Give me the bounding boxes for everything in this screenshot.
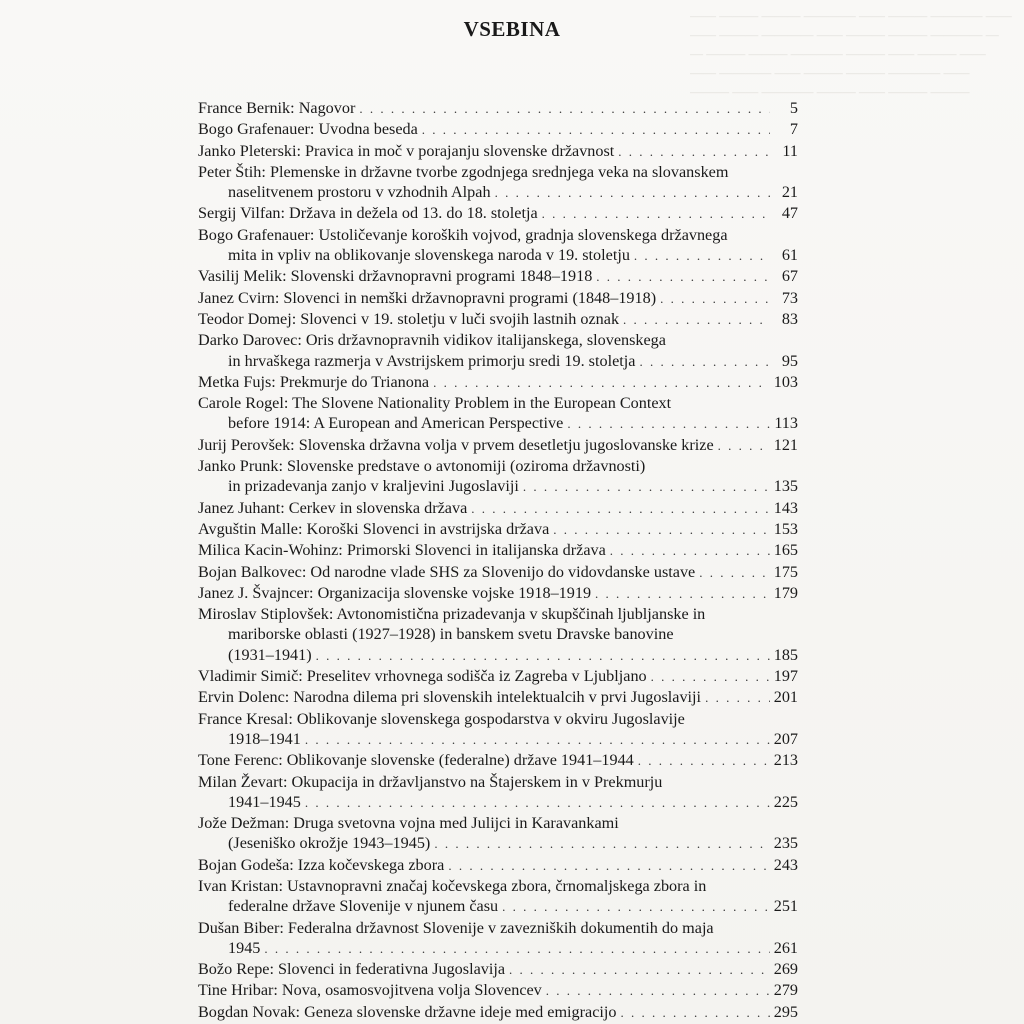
toc-entry — [198, 583, 798, 604]
toc-entry-text: Milan Ževart: Okupacija in državljanstvo na Štajerskem in v Prekmurju — [198, 772, 663, 791]
toc-entry-line — [198, 645, 798, 666]
toc-entry-line — [198, 604, 798, 624]
toc-entry-line — [198, 413, 798, 434]
toc-entry — [198, 393, 798, 435]
toc-entry — [198, 540, 798, 561]
toc-entry-line — [198, 666, 798, 687]
toc-entry-line — [198, 855, 798, 876]
toc-entry — [198, 772, 798, 814]
page-number: 213 — [773, 751, 798, 770]
toc-entry — [198, 980, 798, 1001]
toc-entry — [198, 687, 798, 708]
toc-entry-text: Bojan Balkovec: Od narodne vlade SHS za Slovenijo do vidovdanske ustave — [198, 562, 696, 581]
dot-leader — [718, 436, 770, 456]
toc-entry-text: Janko Pleterski: Pravica in moč v porajanju slovenske državnost — [198, 141, 615, 160]
toc-entry-text: France Bernik: Nagovor — [198, 99, 356, 117]
dot-leader — [502, 897, 770, 917]
toc-entry-text: Vasilij Melik: Slovenski državnopravni programi 1848–1918 — [198, 267, 593, 286]
page-number: 67 — [781, 267, 798, 286]
dot-leader — [651, 667, 770, 687]
dot-leader — [448, 856, 769, 876]
toc-entry-line — [198, 309, 798, 330]
toc-entry-line — [198, 750, 798, 771]
page-number: 143 — [773, 498, 798, 517]
toc-entry-text: Milica Kacin-Wohinz: Primorski Slovenci in italijanska država — [198, 541, 606, 560]
dot-leader — [623, 310, 770, 330]
toc-entry — [198, 288, 798, 309]
dot-leader — [553, 520, 769, 540]
toc-entry-text: Darko Darovec: Oris državnopravnih vidikov italijanskega, slovenskega — [198, 331, 666, 350]
dot-leader — [596, 267, 770, 287]
page-number: 235 — [773, 834, 798, 853]
toc-entry-line — [198, 498, 798, 519]
toc-entry-line — [198, 813, 798, 833]
toc-entry-text: Tone Ferenc: Oblikovanje slovenske (federalne) države 1941–1944 — [198, 751, 634, 770]
dot-leader — [509, 960, 770, 980]
page-number: 207 — [773, 729, 798, 748]
toc-entry — [198, 1002, 798, 1023]
toc-entry-line — [198, 225, 798, 245]
toc-entry-line — [198, 330, 798, 350]
toc-entry-text: (1931–1941) — [228, 645, 312, 664]
toc-entry — [198, 855, 798, 876]
page-number: 73 — [781, 288, 798, 307]
toc-entry-line — [198, 141, 798, 162]
contents-heading: VSEBINA — [463, 17, 561, 41]
table-of-contents — [198, 98, 798, 1023]
dot-leader — [638, 751, 770, 771]
toc-entry-line — [198, 938, 798, 959]
toc-entry-line — [198, 729, 798, 750]
toc-entry-text: Bogo Grafenauer: Uvodna beseda — [198, 120, 418, 139]
bleed-through-text: —— ——— ——— ———— —— ——— ———— —— —— ——— ———— —— ——— ——— ———— — — ——— ——— ———— ——— —— ——— —— —— ———— —— ——— ——— ———— —— ——— —— ———— ——— —— ——— ——— — [690, 8, 1012, 99]
page-number: 165 — [773, 541, 798, 560]
toc-entry-line — [198, 896, 798, 917]
dot-leader — [422, 120, 770, 140]
toc-entry-text: Tine Hribar: Nova, osamosvojitvena volja Slovencev — [198, 981, 542, 1000]
toc-entry — [198, 562, 798, 583]
dot-leader — [316, 646, 770, 666]
page-number: 135 — [773, 477, 798, 496]
page-number: 153 — [773, 519, 798, 538]
toc-entry-text: 1945 — [228, 938, 261, 957]
toc-entry-line — [198, 562, 798, 583]
toc-entry — [198, 456, 798, 498]
toc-entry-line — [198, 245, 798, 266]
toc-entry-text: Miroslav Stiplovšek: Avtonomistična prizadevanja v skupščinah ljubljanske in — [198, 605, 706, 624]
page-number: 175 — [773, 562, 798, 581]
toc-entry-line — [198, 959, 798, 980]
toc-entry-text: Ervin Dolenc: Narodna dilema pri slovenskih intelektualcih v prvi Jugoslaviji — [198, 688, 702, 707]
page-number: 243 — [773, 855, 798, 874]
toc-entry-text: Dušan Biber: Federalna državnost Slovenije v zavezniških dokumentih do maja — [198, 918, 714, 937]
page-number: 11 — [782, 141, 798, 160]
toc-entry — [198, 435, 798, 456]
toc-entry — [198, 709, 798, 751]
toc-entry-text: Metka Fujs: Prekmurje do Trianona — [198, 372, 430, 391]
dot-leader — [567, 414, 770, 434]
page-number: 185 — [773, 645, 798, 664]
toc-entry-text: Božo Repe: Slovenci in federativna Jugoslavija — [198, 960, 506, 979]
dot-leader — [433, 373, 770, 393]
toc-entry-line — [198, 372, 798, 393]
toc-entry-text: Vladimir Simič: Preselitev vrhovnega sodišča iz Zagreba v Ljubljano — [198, 667, 647, 686]
toc-entry-text: Carole Rogel: The Slovene Nationality Problem in the European Context — [198, 394, 672, 413]
dot-leader — [699, 563, 769, 583]
toc-entry-text: Peter Štih: Plemenske in državne tvorbe zgodnjega srednjega veka na slovanskem — [198, 162, 729, 181]
toc-entry — [198, 876, 798, 918]
toc-entry-line — [198, 792, 798, 813]
dot-leader — [595, 584, 770, 604]
dot-leader — [305, 730, 770, 750]
toc-entry-line — [198, 266, 798, 287]
page-number: 103 — [773, 372, 798, 391]
toc-entry — [198, 162, 798, 204]
toc-entry-line — [198, 833, 798, 854]
toc-entry-text: before 1914: A European and American Perspective — [228, 414, 564, 433]
page-number: 47 — [781, 204, 798, 223]
toc-entry-line — [198, 182, 798, 203]
toc-entry — [198, 141, 798, 162]
toc-entry-text: Sergij Vilfan: Država in dežela od 13. do 18. stoletja — [198, 204, 538, 223]
toc-entry — [198, 266, 798, 287]
toc-entry-line — [198, 119, 798, 140]
toc-entry-line — [198, 288, 798, 309]
page-number: 7 — [789, 120, 798, 139]
toc-entry-text: mita in vpliv na oblikovanje slovenskega naroda v 19. stoletju — [228, 246, 630, 265]
toc-entry-line — [198, 583, 798, 604]
toc-entry-text: Janez Juhant: Cerkev in slovenska država — [198, 498, 468, 517]
toc-entry-line — [198, 876, 798, 896]
page-number: 179 — [773, 583, 798, 602]
toc-entry-text: Teodor Domej: Slovenci v 19. stoletju v luči svojih lastnih oznak — [198, 309, 620, 328]
toc-entry-text: Janko Prunk: Slovenske predstave o avtonomiji (oziroma državnosti) — [198, 457, 646, 476]
dot-leader — [305, 793, 770, 813]
dot-leader — [620, 1003, 769, 1023]
toc-entry-text: Jože Dežman: Druga svetovna vojna med Julijci in Karavankami — [198, 814, 619, 833]
toc-entry — [198, 309, 798, 330]
toc-entry — [198, 372, 798, 393]
toc-entry-text: in prizadevanja zanjo v kraljevini Jugoslaviji — [228, 477, 519, 496]
toc-entry — [198, 519, 798, 540]
toc-entry-line — [198, 98, 798, 119]
page-number: 251 — [773, 897, 798, 916]
toc-entry-line — [198, 772, 798, 792]
toc-entry-text: Bogo Grafenauer: Ustoličevanje koroških vojvod, gradnja slovenskega državnega — [198, 225, 728, 244]
page-number: 269 — [773, 960, 798, 979]
page-number: 5 — [789, 99, 798, 117]
page-number: 21 — [781, 183, 798, 202]
page-number: 201 — [773, 688, 798, 707]
dot-leader — [610, 541, 770, 561]
toc-entry-text: in hrvaškega razmerja v Avstrijskem primorju sredi 19. stoletja — [228, 351, 636, 370]
toc-entry-text: Jurij Perovšek: Slovenska državna volja v prvem desetletju jugoslovanske krize — [198, 435, 714, 454]
dot-leader — [546, 981, 770, 1001]
toc-entry-text: Ivan Kristan: Ustavnopravni značaj kočevskega zbora, črnomaljskega zbora in — [198, 876, 707, 895]
toc-entry-line — [198, 351, 798, 372]
toc-entry-line — [198, 980, 798, 1001]
toc-entry-text: (Jeseniško okrožje 1943–1945) — [228, 834, 431, 853]
page-number: 121 — [773, 435, 798, 454]
dot-leader — [495, 183, 770, 203]
dot-leader — [523, 477, 770, 497]
dot-leader — [634, 246, 770, 266]
toc-entry-line — [198, 687, 798, 708]
dot-leader — [359, 99, 770, 119]
toc-entry-text: Bogdan Novak: Geneza slovenske državne ideje med emigracijo — [198, 1002, 617, 1021]
toc-entry-line — [198, 624, 798, 644]
toc-entry-text: Avguštin Malle: Koroški Slovenci in avstrijska država — [198, 519, 550, 538]
toc-entry — [198, 119, 798, 140]
page-number: 279 — [773, 981, 798, 1000]
toc-entry — [198, 750, 798, 771]
toc-entry — [198, 918, 798, 960]
toc-entry-line — [198, 393, 798, 413]
page-number: 83 — [781, 309, 798, 328]
toc-entry-line — [198, 162, 798, 182]
toc-entry-line — [198, 456, 798, 476]
page-number: 295 — [773, 1002, 798, 1021]
toc-entry-line — [198, 540, 798, 561]
toc-entry-text: France Kresal: Oblikovanje slovenskega gospodarstva v okviru Jugoslavije — [198, 709, 685, 728]
dot-leader — [618, 142, 770, 162]
page-number: 61 — [781, 246, 798, 265]
toc-entry-line — [198, 435, 798, 456]
toc-entry-line — [198, 203, 798, 224]
toc-entry — [198, 959, 798, 980]
dot-leader — [434, 834, 769, 854]
toc-entry — [198, 498, 798, 519]
toc-entry — [198, 98, 798, 119]
dot-leader — [264, 939, 769, 959]
toc-entry-line — [198, 918, 798, 938]
toc-entry-line — [198, 476, 798, 497]
toc-entry — [198, 203, 798, 224]
toc-entry — [198, 666, 798, 687]
toc-entry-text: Bojan Godeša: Izza kočevskega zbora — [198, 855, 445, 874]
toc-entry-line — [198, 1002, 798, 1023]
toc-entry-text: Janez Cvirn: Slovenci in nemški državnopravni programi (1848–1918) — [198, 288, 657, 307]
toc-entry-line — [198, 519, 798, 540]
page-number: 261 — [773, 938, 798, 957]
page-number: 95 — [781, 351, 798, 370]
dot-leader — [705, 688, 770, 708]
toc-entry-line — [198, 709, 798, 729]
dot-leader — [639, 352, 770, 372]
toc-entry-text: naselitvenem prostoru v vzhodnih Alpah — [228, 183, 491, 202]
toc-entry — [198, 604, 798, 666]
dot-leader — [542, 204, 770, 224]
toc-entry — [198, 225, 798, 267]
dot-leader — [471, 499, 769, 519]
page-number: 225 — [773, 792, 798, 811]
toc-entry — [198, 330, 798, 372]
toc-entry — [198, 813, 798, 855]
dot-leader — [660, 289, 770, 309]
toc-entry-text: mariborske oblasti (1927–1928) in banskem svetu Dravske banovine — [228, 625, 674, 644]
page-number: 113 — [774, 414, 798, 433]
toc-entry-text: 1918–1941 — [228, 729, 301, 748]
toc-entry-text: 1941–1945 — [228, 792, 301, 811]
toc-entry-text: federalne države Slovenije v njunem času — [228, 897, 499, 916]
toc-entry-text: Janez J. Švajncer: Organizacija slovenske vojske 1918–1919 — [198, 583, 592, 602]
page-number: 197 — [773, 667, 798, 686]
